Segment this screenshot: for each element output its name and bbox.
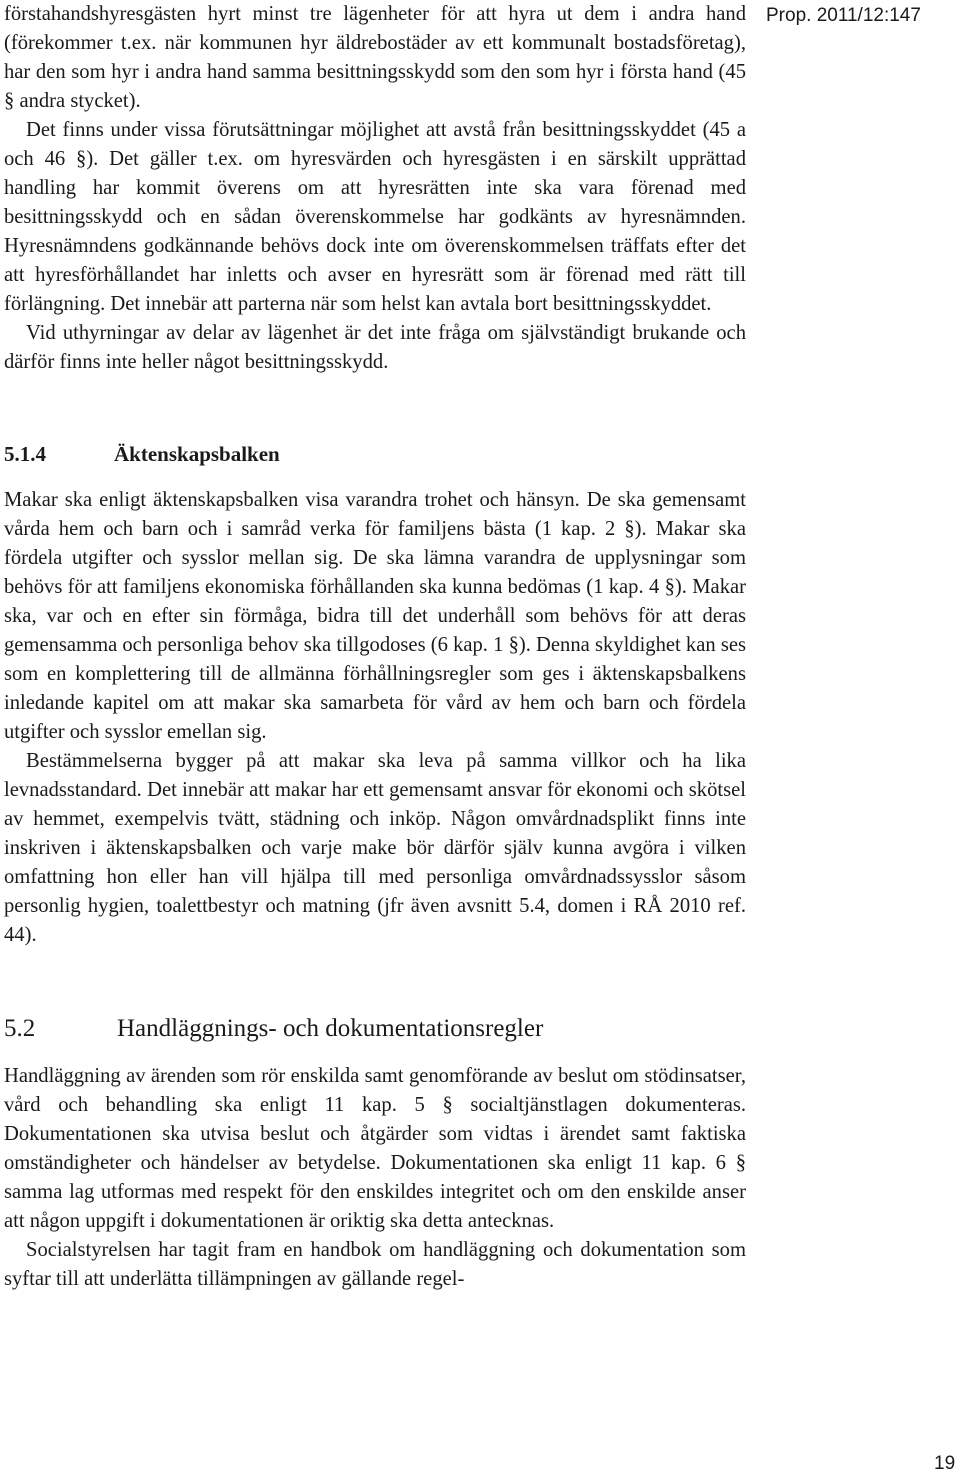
spacer (4, 377, 746, 439)
spacer (4, 1046, 746, 1062)
section-heading-5-1-4 (4, 439, 746, 469)
intro-paragraph-1: förstahandshyresgästen hyrt minst tre lägenheter för att hyra ut dem i andra hand (förekommer t.ex. när kommunen hyr äldrebostäder av ett kommunalt bostadsföretag), har den som hyr i andra hand samma besittningsskydd som den som hyr i första hand (45 § andra stycket). (4, 3, 746, 112)
section-number: 5.2 (4, 1015, 36, 1042)
section-title: Äktenskapsbalken (114, 442, 280, 466)
page-number: 19 (934, 1453, 956, 1474)
section-5-1-4-paragraph-2: Bestämmelserna bygger på att makar ska leva på samma villkor och ha lika levnadsstandard. Det innebär att makar har ett gemensamt ansvar för ekonomi och skötsel av hemmet, exempelvis tvätt, städning och inköp. Någon omvårdnadsplikt finns inte inskriven i äktenskapsbalken och varje make bör därför själv kunna avgöra i vilken omfattning hon eller han vill hjälpa till med personliga omvårdnadssysslor såsom personlig hygien, toalettbestyr och matning (jfr även avsnitt 5.4, domen i RÅ 2010 ref. 44). (4, 750, 746, 946)
section-title: Handläggnings- och dokumentationsregler (117, 1015, 544, 1042)
spacer (4, 950, 746, 1012)
spacer (4, 469, 746, 486)
intro-paragraph-3: Vid uthyrningar av delar av lägenhet är det inte fråga om självständigt brukande och därför finns inte heller något besittningsskydd. (4, 322, 746, 373)
section-5-2-paragraph-2: Socialstyrelsen har tagit fram en handbok om handläggning och dokumentation som syftar till att underlätta tillämpningen av gällande regel- (4, 1239, 746, 1290)
section-number: 5.1.4 (4, 442, 46, 466)
intro-paragraph-2: Det finns under vissa förutsättningar möjlighet att avstå från besittningsskyddet (45 a och 46 §). Det gäller t.ex. om hyresvärden och hyresgästen i en särskilt upprättad handling har kommit överens om att hyresrätten inte ska vara förenad med besittningsskydd och en sådan överenskommelse har godkänts av hyresnämnden. Hyresnämndens godkännande behövs dock inte om överenskommelsen träffats efter det att hyresförhållandet har inletts och avser en hyresrätt som är förenad med rätt till förlängning. Det innebär att parterna när som helst kan avtala bort besittningsskyddet. (4, 119, 746, 315)
section-heading-5-2 (4, 1012, 746, 1046)
section-5-1-4-paragraph-1: Makar ska enligt äktenskapsbalken visa varandra trohet och hänsyn. De ska gemensamt vårda hem och barn och i samråd verka för familjens bästa (1 kap. 2 §). Makar ska fördela utgifter och sysslor mellan sig. De ska lämna varandra de upplysningar som behövs för att familjens ekonomiska förhållanden ska kunna bedömas (1 kap. 4 §). Makar ska, var och en efter sin förmåga, bidra till det underhåll som behövs för att deras gemensamma och personliga behov ska tillgodoses (6 kap. 1 §). Denna skyldighet kan ses som en komplettering till de allmänna förhållningsregler som ges i äktenskapsbalkens inledande kapitel om att makar ska samarbeta för vård av hem och barn och fördela utgifter och sysslor emellan sig. (4, 489, 746, 743)
proposition-number: Prop. 2011/12:147 (766, 5, 921, 26)
main-text-column (4, 0, 746, 1294)
section-5-2-paragraph-1: Handläggning av ärenden som rör enskilda samt genomförande av beslut om stödinsatser, vård och behandling ska enligt 11 kap. 5 § socialtjänstlagen dokumenteras. Dokumentationen ska utvisa beslut och åtgärder som vidtas i ärendet samt faktiska omständigheter och händelser av betydelse. Dokumentationen ska enligt 11 kap. 6 § samma lag utformas med respekt för den enskildes integritet och om den enskilde anser att någon uppgift i dokumentationen är oriktig ska detta antecknas. (4, 1065, 746, 1232)
